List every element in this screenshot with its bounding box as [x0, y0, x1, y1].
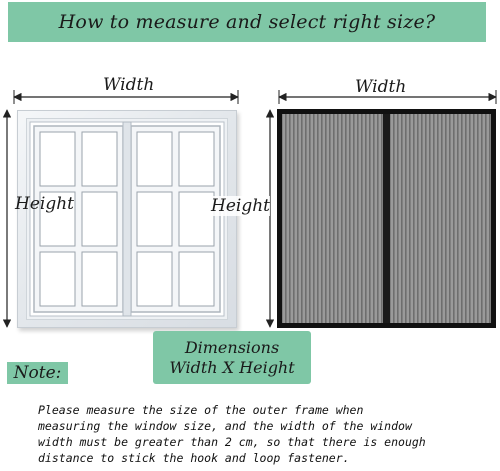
- right-width-label: Width: [355, 77, 407, 97]
- screen-door-mesh: [277, 109, 496, 328]
- note-line: Please measure the size of the outer frame when: [38, 403, 364, 417]
- note-badge: [7, 362, 68, 384]
- page-title: How to measure and select right size?: [58, 11, 436, 33]
- right-height-label: Height: [211, 196, 270, 216]
- dimensions-heading: Dimensions: [184, 337, 280, 357]
- note-line: width must be greater than 2 cm, so that there is enough: [38, 435, 426, 449]
- note-line: measuring the window size, and the width of the window: [38, 419, 412, 433]
- dimensions-formula: Width X Height: [169, 357, 295, 377]
- left-width-label: Width: [103, 75, 155, 95]
- note-line: distance to stick the hook and loop fastener.: [38, 451, 350, 465]
- note-text: [38, 402, 488, 466]
- dimensions-box: [153, 331, 311, 384]
- note-label: Note:: [13, 363, 62, 383]
- left-height-label: Height: [15, 194, 74, 214]
- window-sash-illustration: [26, 118, 228, 320]
